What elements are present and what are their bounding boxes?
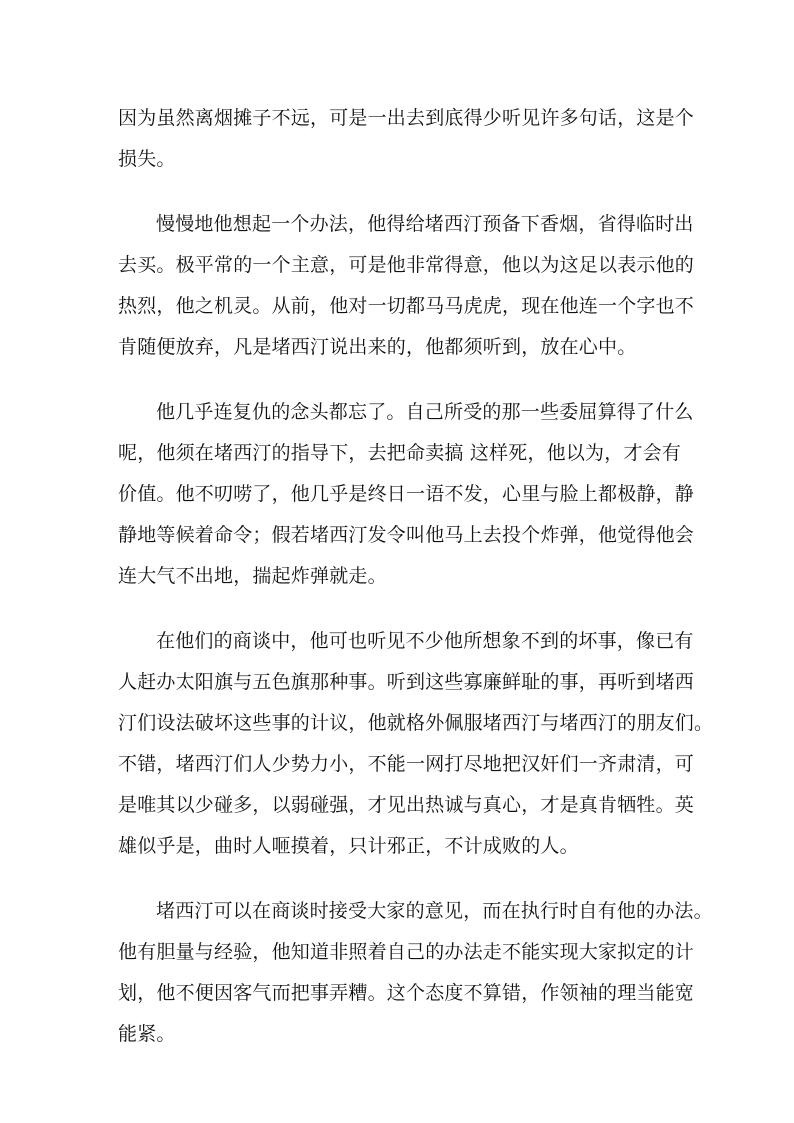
text-line: 呢，他须在堵西汀的指导下，去把命卖搞 这样死，他以为，才会有 [118, 442, 682, 464]
text-line: 划，他不便因客气而把事弄糟。这个态度不算错，作领袖的理当能宽 [118, 982, 695, 1004]
text-line: 不错，堵西汀们人少势力小，不能一网打尽地把汉奸们一齐肃清，可 [118, 753, 695, 775]
text-line: 连大气不出地，揣起炸弹就走。 [118, 565, 387, 587]
paragraph-5 [118, 891, 713, 1055]
document-body [118, 98, 714, 1079]
text-line: 人赶办太阳旗与五色旗那种事。听到这些寡廉鲜耻的事，再听到堵西 [118, 671, 695, 693]
text-line: 热烈，他之机灵。从前，他对一切都马马虎虎，现在他连一个字也不 [118, 295, 695, 317]
paragraph-1 [118, 98, 695, 180]
text-line: 能紧。 [118, 1023, 176, 1045]
paragraph-3 [118, 392, 695, 597]
text-line: 是唯其以少碰多，以弱碰强，才见出热诚与真心，才是真肯牺牲。英 [118, 794, 695, 816]
text-line: 堵西汀可以在商谈时接受大家的意见，而在执行时自有他的办法。 [156, 900, 713, 922]
text-line: 静地等候着命令；假若堵西汀发令叫他马上去投个炸弹，他觉得他会 [118, 524, 695, 546]
text-line: 慢慢地他想起一个办法，他得给堵西汀预备下香烟，省得临时出 [156, 213, 694, 235]
text-line: 雄似乎是，曲时人咂摸着，只计邪正，不计成败的人。 [118, 835, 579, 857]
paragraph-4 [118, 621, 714, 867]
text-line: 因为虽然离烟摊子不远，可是一出去到底得少听见许多句话，这是个 [118, 107, 695, 129]
text-line: 在他们的商谈中，他可也听见不少他所想象不到的坏事，像已有 [156, 630, 694, 652]
text-line: 价值。他不叨唠了，他几乎是终日一语不发，心里与脸上都极静，静 [118, 483, 695, 505]
text-line: 他几乎连复仇的念头都忘了。自己所受的那一些委屈算得了什么 [156, 401, 694, 423]
text-line: 损失。 [118, 148, 176, 170]
paragraph-2 [118, 204, 695, 368]
text-line: 肯随便放弃，凡是堵西汀说出来的，他都须听到，放在心中。 [118, 336, 637, 358]
text-line: 去买。极平常的一个主意，可是他非常得意，他以为这足以表示他的 [118, 254, 695, 276]
text-line: 他有胆量与经验，他知道非照着自己的办法走不能实现大家拟定的计 [118, 941, 695, 963]
text-line: 汀们设法破坏这些事的计议，他就格外佩服堵西汀与堵西汀的朋友们。 [118, 712, 714, 734]
